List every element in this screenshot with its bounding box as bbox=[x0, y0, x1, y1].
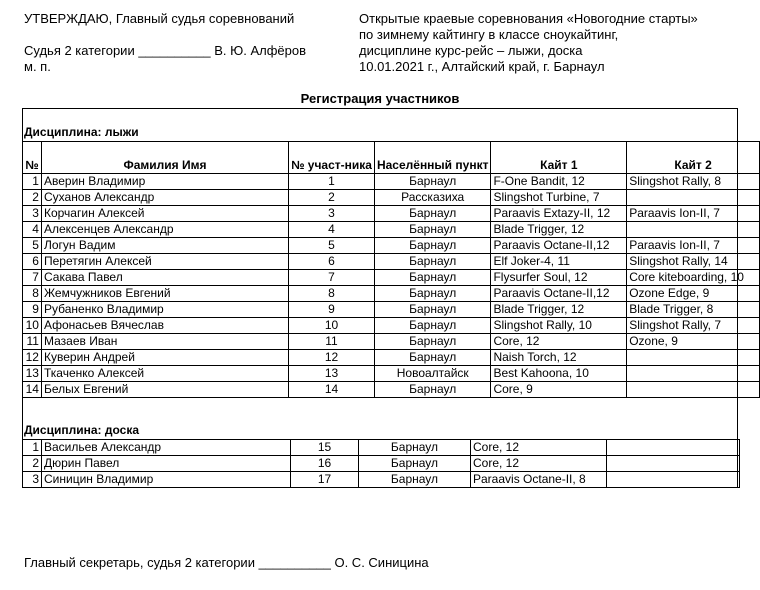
kite-1: Slingshot Rally, 10 bbox=[491, 318, 627, 334]
participant-name: Корчагин Алексей bbox=[41, 206, 288, 222]
participant-name: Васильев Александр bbox=[42, 440, 291, 456]
row-number: 3 bbox=[23, 472, 42, 488]
event-line: Открытые краевые соревнования «Новогодние старты» bbox=[359, 11, 698, 26]
participant-name: Жемчужников Евгений bbox=[41, 286, 288, 302]
row-number: 8 bbox=[23, 286, 42, 302]
participant-name: Логун Вадим bbox=[41, 238, 288, 254]
row-number: 9 bbox=[23, 302, 42, 318]
kite-2: Slingshot Rally, 7 bbox=[627, 318, 760, 334]
table-row bbox=[23, 456, 740, 472]
table-row bbox=[23, 238, 760, 254]
row-number: 3 bbox=[23, 206, 42, 222]
city: Барнаул bbox=[374, 206, 491, 222]
city: Рассказиха bbox=[374, 190, 491, 206]
table-row bbox=[23, 440, 740, 456]
kite-1: Best Kahoona, 10 bbox=[491, 366, 627, 382]
kite-2: Slingshot Rally, 8 bbox=[627, 174, 760, 190]
row-number: 6 bbox=[23, 254, 42, 270]
participant-name: Ткаченко Алексей bbox=[41, 366, 288, 382]
document-title: Регистрация участников bbox=[300, 91, 460, 106]
kite-1: Core, 12 bbox=[471, 440, 607, 456]
bib-number: 15 bbox=[291, 440, 359, 456]
city: Барнаул bbox=[374, 302, 491, 318]
bib-number: 6 bbox=[289, 254, 375, 270]
city: Барнаул bbox=[374, 334, 491, 350]
table-row bbox=[23, 286, 760, 302]
row-number: 4 bbox=[23, 222, 42, 238]
kite-1: Slingshot Turbine, 7 bbox=[491, 190, 627, 206]
table-row bbox=[23, 382, 760, 398]
kite-1: Paraavis Octane-II,12 bbox=[491, 238, 627, 254]
city: Барнаул bbox=[374, 222, 491, 238]
kite-1: Core, 9 bbox=[491, 382, 627, 398]
kite-2 bbox=[627, 190, 760, 206]
kite-2 bbox=[627, 382, 760, 398]
col-header-bib: № участ-ника bbox=[289, 142, 375, 174]
seal-place-label: м. п. bbox=[24, 59, 51, 74]
table-header-row bbox=[23, 142, 760, 174]
row-number: 13 bbox=[23, 366, 42, 382]
participant-name: Синицин Владимир bbox=[42, 472, 291, 488]
bib-number: 13 bbox=[289, 366, 375, 382]
ski-registration-table bbox=[22, 141, 760, 398]
row-number: 2 bbox=[23, 190, 42, 206]
participant-name: Дюрин Павел bbox=[42, 456, 291, 472]
discipline-ski-label: Дисциплина: лыжи bbox=[24, 125, 139, 139]
kite-2 bbox=[607, 456, 740, 472]
city: Барнаул bbox=[359, 440, 471, 456]
chief-judge-signature-line: Судья 2 категории __________ В. Ю. Алфёров bbox=[24, 43, 307, 58]
bib-number: 7 bbox=[289, 270, 375, 286]
kite-1: Paraavis Extazy-II, 12 bbox=[491, 206, 627, 222]
kite-2: Ozone, 9 bbox=[627, 334, 760, 350]
row-number: 1 bbox=[23, 440, 42, 456]
kite-1: Blade Trigger, 12 bbox=[491, 302, 627, 318]
kite-1: Flysurfer Soul, 12 bbox=[491, 270, 627, 286]
row-number: 5 bbox=[23, 238, 42, 254]
city: Барнаул bbox=[374, 382, 491, 398]
bib-number: 3 bbox=[289, 206, 375, 222]
bib-number: 17 bbox=[291, 472, 359, 488]
city: Барнаул bbox=[374, 350, 491, 366]
row-number: 10 bbox=[23, 318, 42, 334]
approval-line: УТВЕРЖДАЮ, Главный судья соревнований bbox=[24, 11, 295, 26]
kite-2: Paraavis Ion-II, 7 bbox=[627, 238, 760, 254]
secretary-signature-line: Главный секретарь, судья 2 категории __________ О. С. Синицина bbox=[24, 555, 429, 570]
bib-number: 2 bbox=[289, 190, 375, 206]
table-row bbox=[23, 254, 760, 270]
participant-name: Сакава Павел bbox=[41, 270, 288, 286]
participant-name: Белых Евгений bbox=[41, 382, 288, 398]
col-header-kite1: Кайт 1 bbox=[491, 142, 627, 174]
city: Барнаул bbox=[374, 254, 491, 270]
row-number: 7 bbox=[23, 270, 42, 286]
row-number: 12 bbox=[23, 350, 42, 366]
kite-1: Core, 12 bbox=[471, 456, 607, 472]
kite-1: Naish Torch, 12 bbox=[491, 350, 627, 366]
kite-1: Elf Joker-4, 11 bbox=[491, 254, 627, 270]
event-line: по зимнему кайтингу в классе сноукайтинг, bbox=[359, 27, 619, 42]
kite-2: Slingshot Rally, 14 bbox=[627, 254, 760, 270]
city: Барнаул bbox=[374, 238, 491, 254]
kite-2 bbox=[607, 440, 740, 456]
kite-1: F-One Bandit, 12 bbox=[491, 174, 627, 190]
row-number: 11 bbox=[23, 334, 42, 350]
table-row bbox=[23, 334, 760, 350]
board-registration-table bbox=[22, 439, 740, 488]
bib-number: 16 bbox=[291, 456, 359, 472]
participant-name: Аверин Владимир bbox=[41, 174, 288, 190]
kite-2 bbox=[627, 350, 760, 366]
kite-2: Paraavis Ion-II, 7 bbox=[627, 206, 760, 222]
kite-2: Core kiteboarding, 10 bbox=[627, 270, 760, 286]
participant-name: Рубаненко Владимир bbox=[41, 302, 288, 318]
participant-name: Куверин Андрей bbox=[41, 350, 288, 366]
table-row bbox=[23, 302, 760, 318]
row-number: 1 bbox=[23, 174, 42, 190]
participant-name: Афонасьев Вячеслав bbox=[41, 318, 288, 334]
col-header-name: Фамилия Имя bbox=[41, 142, 288, 174]
kite-1: Blade Trigger, 12 bbox=[491, 222, 627, 238]
kite-2: Ozone Edge, 9 bbox=[627, 286, 760, 302]
discipline-board-label: Дисциплина: доска bbox=[24, 423, 139, 437]
event-line: дисциплине курс-рейс – лыжи, доска bbox=[359, 43, 583, 58]
table-row bbox=[23, 318, 760, 334]
bib-number: 14 bbox=[289, 382, 375, 398]
bib-number: 11 bbox=[289, 334, 375, 350]
city: Барнаул bbox=[374, 286, 491, 302]
row-number: 14 bbox=[23, 382, 42, 398]
kite-1: Core, 12 bbox=[491, 334, 627, 350]
participant-name: Суханов Александр bbox=[41, 190, 288, 206]
bib-number: 8 bbox=[289, 286, 375, 302]
table-row bbox=[23, 174, 760, 190]
bib-number: 10 bbox=[289, 318, 375, 334]
bib-number: 5 bbox=[289, 238, 375, 254]
kite-2: Blade Trigger, 8 bbox=[627, 302, 760, 318]
kite-1: Paraavis Octane-II, 8 bbox=[471, 472, 607, 488]
kite-2 bbox=[627, 222, 760, 238]
city: Новоалтайск bbox=[374, 366, 491, 382]
participant-name: Перетягин Алексей bbox=[41, 254, 288, 270]
table-row bbox=[23, 222, 760, 238]
table-row bbox=[23, 472, 740, 488]
kite-2 bbox=[627, 366, 760, 382]
city: Барнаул bbox=[374, 270, 491, 286]
city: Барнаул bbox=[374, 318, 491, 334]
bib-number: 9 bbox=[289, 302, 375, 318]
kite-1: Paraavis Octane-II,12 bbox=[491, 286, 627, 302]
col-header-city: Населённый пункт bbox=[374, 142, 491, 174]
bib-number: 1 bbox=[289, 174, 375, 190]
city: Барнаул bbox=[374, 174, 491, 190]
participant-name: Мазаев Иван bbox=[41, 334, 288, 350]
table-row bbox=[23, 190, 760, 206]
participant-name: Алексенцев Александр bbox=[41, 222, 288, 238]
bib-number: 4 bbox=[289, 222, 375, 238]
col-header-num: № bbox=[23, 142, 42, 174]
event-description bbox=[359, 11, 698, 75]
table-row bbox=[23, 270, 760, 286]
table-row bbox=[23, 206, 760, 222]
bib-number: 12 bbox=[289, 350, 375, 366]
city: Барнаул bbox=[359, 472, 471, 488]
row-number: 2 bbox=[23, 456, 42, 472]
event-line: 10.01.2021 г., Алтайский край, г. Барнаул bbox=[359, 59, 605, 74]
city: Барнаул bbox=[359, 456, 471, 472]
table-row bbox=[23, 366, 760, 382]
table-row bbox=[23, 350, 760, 366]
col-header-kite2: Кайт 2 bbox=[627, 142, 760, 174]
kite-2 bbox=[607, 472, 740, 488]
